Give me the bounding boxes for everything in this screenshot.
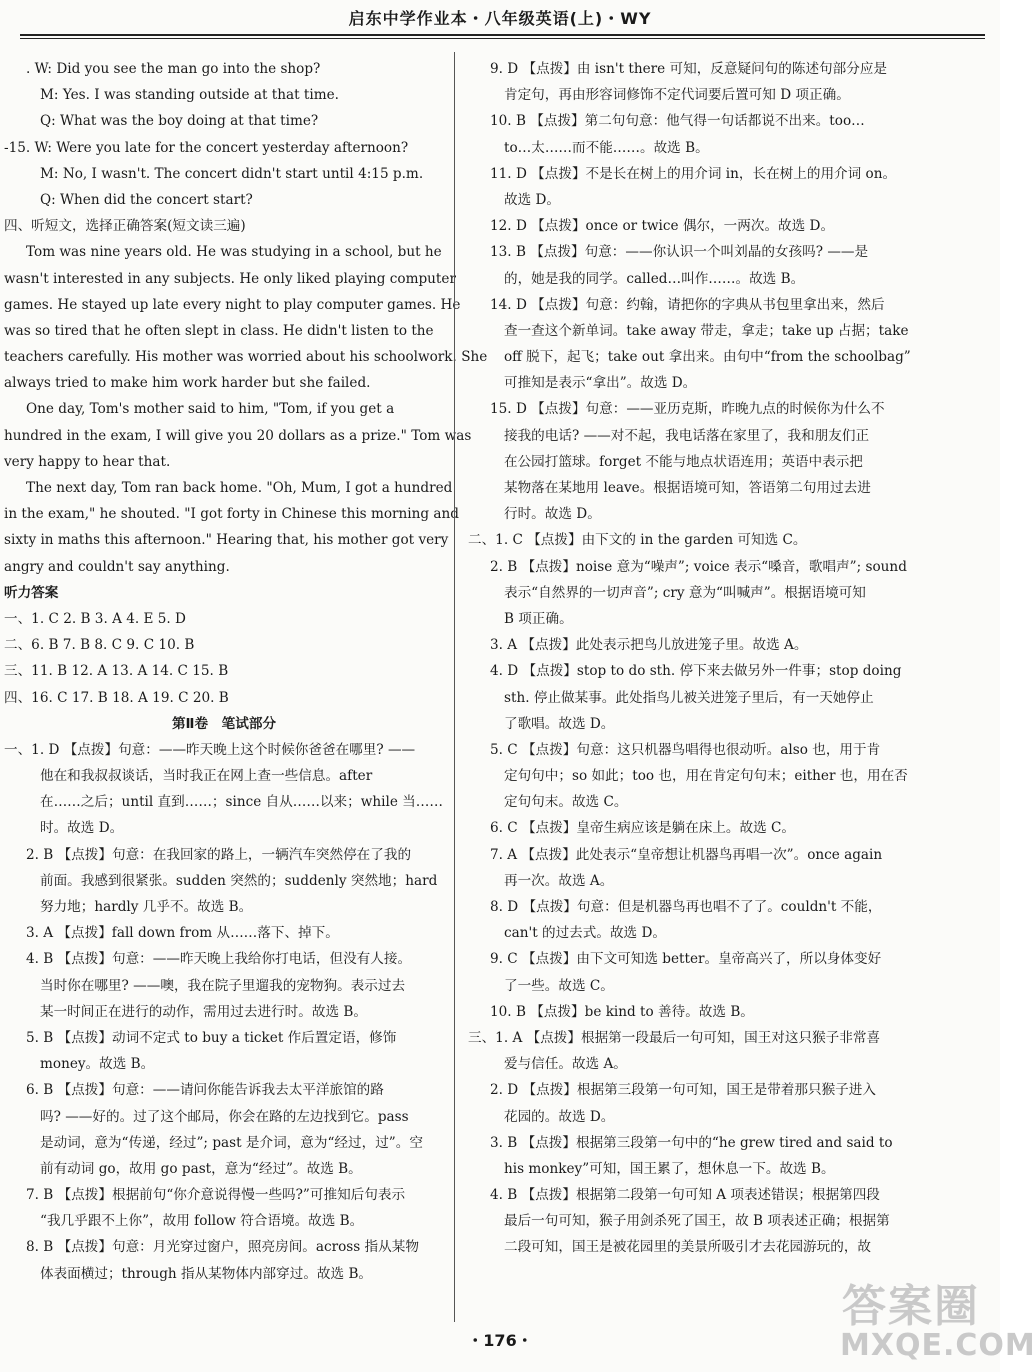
section-title: 第Ⅱ卷 笔试部分 — [171, 715, 277, 732]
page-number: ・176・ — [467, 1331, 533, 1350]
text-line: 11. D 【点拨】不是长在树上的用介词 in，长在树上的用介词 on。 — [490, 165, 897, 182]
text-line: money。故选 B。 — [40, 1056, 155, 1073]
text-line: . W: Did you see the man go into the shop? — [26, 61, 321, 77]
text-line: Q: When did the concert start? — [40, 191, 253, 208]
text-line: in the exam," he shouted. "I got forty in Chinese this morning and — [4, 506, 459, 523]
text-line: 4. D 【点拨】stop to do sth. 停下来去做另外一件事；stop doing — [490, 663, 902, 680]
text-line: “我几乎跟不上你”，故用 follow 符合语境。故选 B。 — [40, 1213, 364, 1230]
column-divider — [454, 52, 455, 1322]
text-line: 8. D 【点拨】句意：但是机器鸟再也唱不了了。couldn't 不能， — [490, 899, 882, 915]
text-line: The next day, Tom ran back home. "Oh, Mum, I got a hundred — [26, 480, 453, 496]
text-line: B 项正确。 — [504, 610, 573, 627]
text-line: 听力答案 — [4, 584, 59, 601]
text-line: 一、1. D 【点拨】句意：——昨天晚上这个时候你爸爸在哪里? —— — [4, 741, 416, 758]
text-line: 最后一句可知，猴子用剑杀死了国王，故 B 项表述正确；根据第 — [504, 1213, 890, 1230]
text-line: 体表面横过；through 指从某物体内部穿过。故选 B。 — [40, 1265, 373, 1282]
text-line: 2. B 【点拨】句意：在我回家的路上，一辆汽车突然停在了我的 — [26, 846, 412, 863]
text-line: 一、1. C 2. B 3. A 4. E 5. D — [4, 610, 186, 627]
text-line: 再一次。故选 A。 — [504, 872, 614, 889]
text-line: 故选 D。 — [504, 191, 561, 208]
text-line: 在……之后；until 直到……；since 自从……以来；while 当…… — [40, 794, 443, 811]
text-line: 8. B 【点拨】句意：月光穿过窗户，照亮房间。across 指从某物 — [26, 1239, 419, 1256]
header-rule — [20, 34, 985, 36]
text-line: was so tired that he often slept in class. He didn't listen to the — [4, 322, 434, 339]
text-line: 某一时间正在进行的动作，需用过去进行时。故选 B。 — [40, 1003, 367, 1020]
text-line: 了歌唱。故选 D。 — [504, 715, 615, 732]
text-line: One day, Tom's mother said to him, "Tom, if you get a — [26, 401, 395, 418]
text-line: 二、6. B 7. B 8. C 9. C 10. B — [4, 637, 195, 654]
text-line: 2. D 【点拨】根据第三段第一句可知，国王是带着那只猴子进入 — [490, 1082, 876, 1099]
text-line: 三、11. B 12. A 13. A 14. C 15. B — [4, 663, 229, 680]
text-line: very happy to hear that. — [4, 453, 171, 470]
text-line: 7. B 【点拨】根据前句“你介意说得慢一些吗?”可推知后句表示 — [26, 1187, 406, 1204]
header-rule-thin — [20, 38, 985, 39]
text-line: 3. A 【点拨】fall down from 从……落下、掉下。 — [26, 925, 339, 942]
text-line: 15. D 【点拨】句意：——亚历克斯，昨晚九点的时候你为什么不 — [490, 401, 885, 418]
text-line: off 脱下，起飞；take out 拿出来。由句中“from the schoolbag” — [504, 349, 911, 366]
text-line: 7. A 【点拨】此处表示“皇帝想让机器鸟再唱一次”。once again — [490, 846, 883, 863]
text-line: M: Yes. I was standing outside at that time. — [40, 87, 339, 104]
text-line: 二段可知，国王是被花园里的美景所吸引才去花园游玩的，故 — [504, 1239, 872, 1256]
text-line: 爱与信任。故选 A。 — [504, 1056, 627, 1073]
text-line: angry and couldn't say anything. — [4, 558, 230, 575]
page-header-title: 启东中学作业本・八年级英语(上)・WY — [348, 9, 652, 28]
text-line: 2. B 【点拨】noise 意为“噪声”; voice 表示“嗓音，歌唱声”; sound — [490, 558, 907, 575]
text-line: 他在和我叔叔谈话，当时我正在网上查一些信息。after — [40, 768, 373, 785]
watermark-logo — [832, 1270, 1036, 1370]
text-line: 定句句末。故选 C。 — [504, 794, 628, 811]
text-line: 9. C 【点拨】由下文可知选 better。皇帝高兴了，所以身体变好 — [490, 951, 882, 968]
text-line: his monkey”可知，国王累了，想休息一下。故选 B。 — [504, 1160, 835, 1177]
text-line: -15. W: Were you late for the concert yesterday afternoon? — [4, 139, 409, 156]
text-line: 表示“自然界的一切声音”; cry 意为“叫喊声”。根据语境可知 — [504, 584, 866, 601]
text-line: 10. B 【点拨】第二句句意：他气得一句话都说不出来。too… — [490, 113, 865, 130]
text-line: 9. D 【点拨】由 isn't there 可知，反意疑问句的陈述句部分应是 — [490, 61, 888, 77]
text-line: 肯定句，再由形容词修饰不定代词要后置可知 D 项正确。 — [504, 87, 850, 104]
text-line: 三、1. A 【点拨】根据第一段最后一句可知，国王对这只猴子非常喜 — [468, 1029, 881, 1046]
text-line: Q: What was the boy doing at that time? — [40, 113, 319, 130]
text-line: 努力地；hardly 几乎不。故选 B。 — [40, 899, 253, 915]
text-line: 当时你在哪里? ——噢，我在院子里遛我的宠物狗。表示过去 — [40, 977, 406, 994]
text-line: 5. C 【点拨】句意：这只机器鸟唱得也很动听。also 也，用于肯 — [490, 741, 881, 758]
text-line: to…太……而不能……。故选 B。 — [504, 139, 709, 156]
text-line: 某物落在某地用 leave。根据语境可知，答语第二句用过去进 — [504, 480, 871, 496]
right-column — [468, 56, 911, 1261]
text-line: can't 的过去式。故选 D。 — [504, 925, 666, 942]
text-line: 在公园打篮球。forget 不能与地点状语连用；英语中表示把 — [504, 453, 863, 470]
text-line: 的，她是我的同学。called…叫作……。故选 B。 — [504, 270, 805, 287]
text-line: 6. C 【点拨】皇帝生病应该是躺在床上。故选 C。 — [490, 820, 796, 837]
text-line: 可推知是表示“拿出”。故选 D。 — [504, 375, 697, 392]
text-line: 5. B 【点拨】动词不定式 to buy a ticket 作后置定语，修饰 — [26, 1029, 397, 1046]
text-line: 四、听短文，选择正确答案(短文读三遍) — [4, 218, 246, 235]
text-line: 14. D 【点拨】句意：约翰，请把你的字典从书包里拿出来，然后 — [490, 296, 885, 313]
watermark-mark: 答案圈 — [842, 1281, 980, 1332]
text-line: 定句句中；so 如此；too 也，用在肯定句句末；either 也，用在否 — [504, 768, 908, 785]
text-line: Tom was nine years old. He was studying in a school, but he — [26, 244, 442, 261]
text-line: wasn't interested in any subjects. He only liked playing computer — [4, 270, 456, 287]
text-line: 13. B 【点拨】句意：——你认识一个叫刘晶的女孩吗? ——是 — [490, 244, 869, 261]
text-line: 4. B 【点拨】根据第二段第一句可知 A 项表述错误；根据第四段 — [490, 1187, 880, 1204]
text-line: M: No, I wasn't. The concert didn't start until 4:15 p.m. — [40, 165, 424, 182]
text-line: hundred in the exam, I will give you 20 dollars as a prize." Tom was — [4, 427, 472, 444]
text-line: 前面。我感到很紧张。sudden 突然的；suddenly 突然地；hard — [40, 872, 438, 889]
text-line: teachers carefully. His mother was worried about his schoolwork. She — [4, 349, 488, 366]
text-line: 四、16. C 17. B 18. A 19. C 20. B — [4, 689, 229, 706]
text-line: sixty in maths this afternoon." Hearing that, his mother got very — [4, 532, 449, 549]
text-line: sth. 停止做某事。此处指鸟儿被关进笼子里后，有一天她停止 — [504, 689, 874, 706]
text-line: 前有动词 go，故用 go past，意为“经过”。故选 B。 — [40, 1160, 362, 1177]
text-line: 3. A 【点拨】此处表示把鸟儿放进笼子里。故选 A。 — [490, 637, 808, 654]
text-line: 时。故选 D。 — [40, 820, 124, 837]
text-line: 6. B 【点拨】句意：——请问你能告诉我去太平洋旅馆的路 — [26, 1082, 384, 1099]
watermark-url: MXQE.COM — [840, 1328, 1036, 1363]
text-line: 查一查这个新单词。take away 带走，拿走；take up 占据；take — [504, 322, 909, 339]
left-column — [4, 56, 488, 1287]
text-line: 二、1. C 【点拨】由下文的 in the garden 可知选 C。 — [468, 532, 807, 549]
text-line: 4. B 【点拨】句意：——昨天晚上我给你打电话，但没有人接。 — [26, 951, 412, 968]
text-line: 3. B 【点拨】根据第三段第一句中的“he grew tired and said to — [490, 1134, 893, 1151]
text-line: 花园的。故选 D。 — [504, 1108, 615, 1125]
text-line: 12. D 【点拨】once or twice 偶尔，一两次。故选 D。 — [490, 218, 835, 235]
text-line: 行时。故选 D。 — [504, 506, 601, 523]
text-line: 10. B 【点拨】be kind to 善待。故选 B。 — [490, 1003, 754, 1020]
text-line: always tried to make him work harder but she failed. — [4, 375, 371, 392]
text-line: 了一些。故选 C。 — [504, 977, 614, 994]
text-line: 是动词，意为“传递，经过”; past 是介词，意为“经过，过”。空 — [40, 1134, 423, 1151]
text-line: 吗? ——好的。过了这个邮局，你会在路的左边找到它。pass — [40, 1108, 409, 1125]
text-line: 接我的电话? ——对不起，我电话落在家里了，我和朋友们正 — [504, 427, 870, 444]
text-line: games. He stayed up late every night to play computer games. He — [4, 296, 461, 313]
